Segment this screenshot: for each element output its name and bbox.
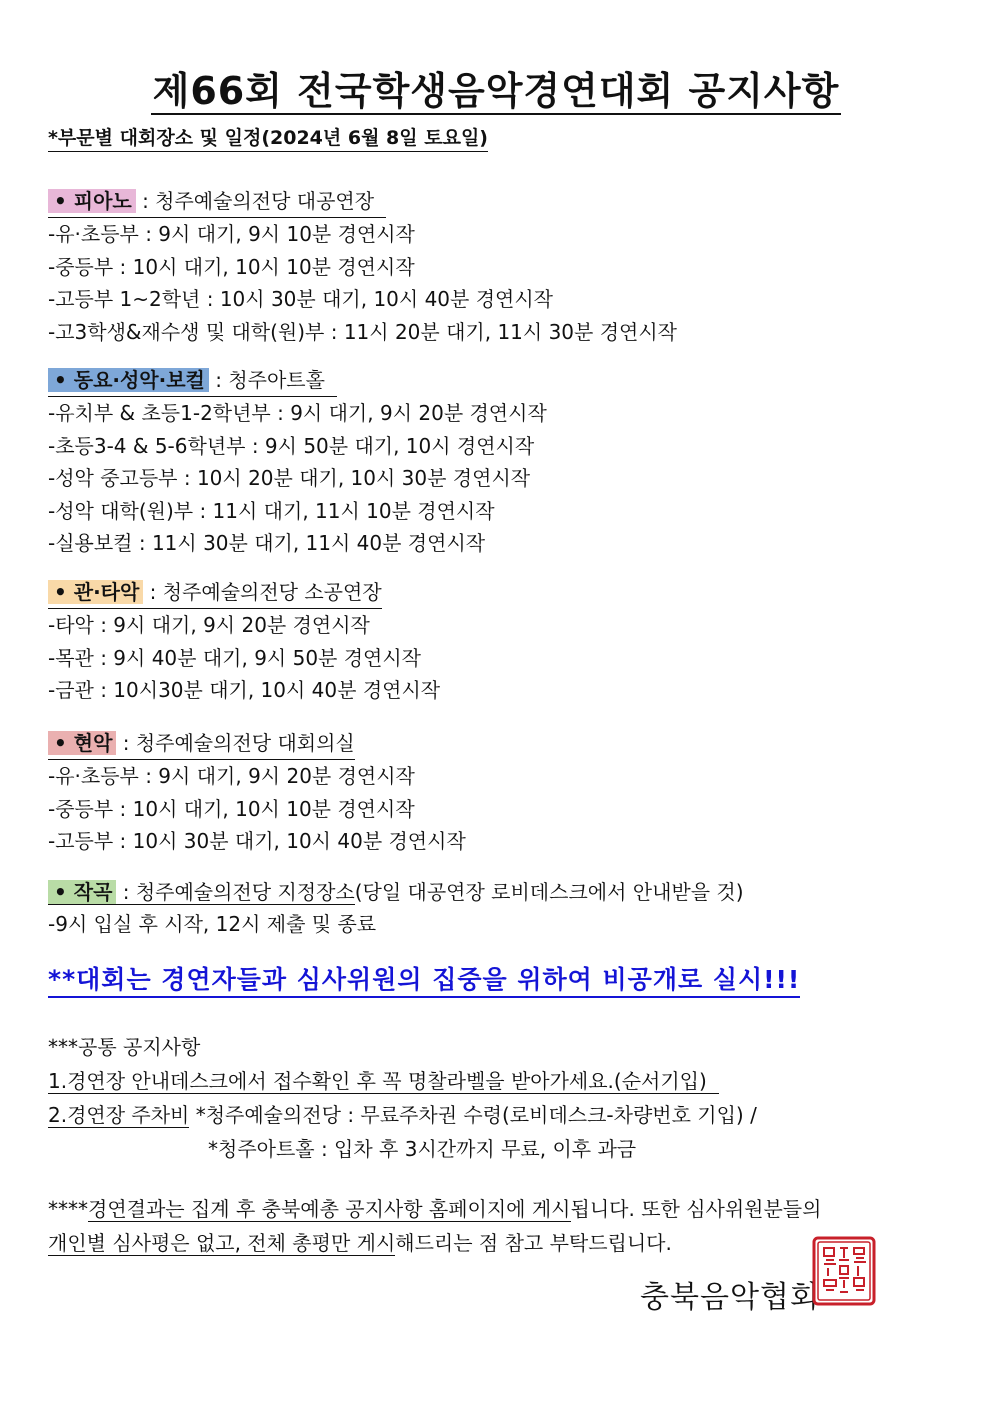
parking-info-arts-center: *청주예술의전당 : 무료주차권 수령(로비데스크-차량번호 기입) / bbox=[189, 1103, 757, 1127]
section-strings bbox=[48, 727, 466, 858]
schedule-line: -실용보컬 : 11시 30분 대기, 11시 40분 경연시작 bbox=[48, 531, 486, 555]
notice-title bbox=[0, 60, 992, 115]
common-notices bbox=[48, 1030, 757, 1166]
section-tag: • 현악 bbox=[48, 731, 116, 755]
schedule-line: -중등부 : 10시 대기, 10시 10분 경연시작 bbox=[48, 254, 415, 279]
section-tag: • 관·타악 bbox=[48, 580, 143, 604]
schedule-line: -고3학생&재수생 및 대학(원)부 : 11시 20분 대기, 11시 30분 경연시작 bbox=[48, 319, 677, 344]
section-venue-note: (당일 대공연장 로비데스크에서 안내받을 것) bbox=[354, 880, 744, 904]
schedule-line: -성악 중고등부 : 10시 20분 대기, 10시 30분 경연시작 bbox=[48, 466, 531, 490]
results-text-1: 됩니다. 또한 심사위원분들의 bbox=[570, 1197, 822, 1221]
schedule-line: -고등부 1~2학년 : 10시 30분 대기, 10시 40분 경연시작 bbox=[48, 287, 553, 311]
schedule-line: -고등부 : 10시 30분 대기, 10시 40분 경연시작 bbox=[48, 829, 466, 853]
schedule-line: -중등부 : 10시 대기, 10시 10분 경연시작 bbox=[48, 796, 415, 821]
section-heading bbox=[48, 364, 337, 397]
results-underlined-2: 개인별 심사평은 없고, 전체 총평만 게시 bbox=[48, 1231, 396, 1255]
common-heading: ***공통 공지사항 bbox=[48, 1035, 201, 1059]
page-title: 제66회 전국학생음악경연대회 공지사항 bbox=[152, 69, 840, 113]
results-prefix: **** bbox=[48, 1197, 88, 1221]
schedule-line: -9시 입실 후 시작, 12시 제출 및 종료 bbox=[48, 912, 377, 936]
section-venue: : 청주예술의전당 소공연장 bbox=[143, 580, 382, 604]
schedule-line: -목관 : 9시 40분 대기, 9시 50분 경연시작 bbox=[48, 645, 422, 670]
section-venue: : 청주아트홀 bbox=[208, 368, 325, 392]
schedule-subtitle: *부문별 대회장소 및 일정(2024년 6월 8일 토요일) bbox=[48, 123, 488, 152]
schedule-line: -타악 : 9시 대기, 9시 20분 경연시작 bbox=[48, 613, 370, 637]
schedule-line: -초등3-4 & 5-6학년부 : 9시 50분 대기, 10시 경연시작 bbox=[48, 433, 535, 458]
results-underlined-1: 경연결과는 집계 후 충북예총 공지사항 홈페이지에 게시 bbox=[88, 1197, 571, 1221]
section-venue: : 청주예술의전당 대회의실 bbox=[116, 731, 355, 755]
parking-info-art-hall: *청주아트홀 : 입차 후 3시간까지 무료, 이후 과금 bbox=[208, 1137, 637, 1161]
section-heading bbox=[48, 185, 386, 218]
official-seal-icon bbox=[812, 1236, 876, 1306]
section-piano bbox=[48, 185, 677, 348]
organization-name: 충북음악협회 bbox=[640, 1280, 820, 1315]
section-vocal bbox=[48, 364, 547, 560]
section-heading bbox=[48, 727, 355, 760]
schedule-line: -유치부 & 초등1-2학년부 : 9시 대기, 9시 20분 경연시작 bbox=[48, 401, 547, 425]
section-venue: : 청주예술의전당 지정장소 bbox=[116, 880, 355, 904]
notice-item-1: 1.경연장 안내데스크에서 접수확인 후 꼭 명찰라벨을 받아가세요.(순서기입) bbox=[48, 1069, 719, 1094]
section-heading bbox=[48, 576, 382, 609]
closed-event-notice: **대회는 경연자들과 심사위원의 집중을 위하여 비공개로 실시!!! bbox=[48, 960, 800, 998]
results-text-2: 해드리는 점 참고 부탁드립니다. bbox=[395, 1231, 672, 1255]
schedule-line: -유·초등부 : 9시 대기, 9시 10분 경연시작 bbox=[48, 222, 415, 246]
section-composition bbox=[48, 876, 744, 941]
schedule-line: -금관 : 10시30분 대기, 10시 40분 경연시작 bbox=[48, 678, 441, 702]
parking-label: 2.경연장 주차비 bbox=[48, 1103, 190, 1127]
section-tag: • 피아노 bbox=[48, 189, 136, 213]
section-tag: • 작곡 bbox=[48, 880, 116, 904]
section-tag: • 동요·성악·보컬 bbox=[48, 368, 209, 392]
schedule-line: -성악 대학(원)부 : 11시 대기, 11시 10분 경연시작 bbox=[48, 498, 495, 523]
schedule-line: -유·초등부 : 9시 대기, 9시 20분 경연시작 bbox=[48, 764, 415, 788]
section-winds-percussion bbox=[48, 576, 440, 707]
section-venue: : 청주예술의전당 대공연장 bbox=[135, 189, 375, 213]
section-heading bbox=[48, 876, 744, 908]
